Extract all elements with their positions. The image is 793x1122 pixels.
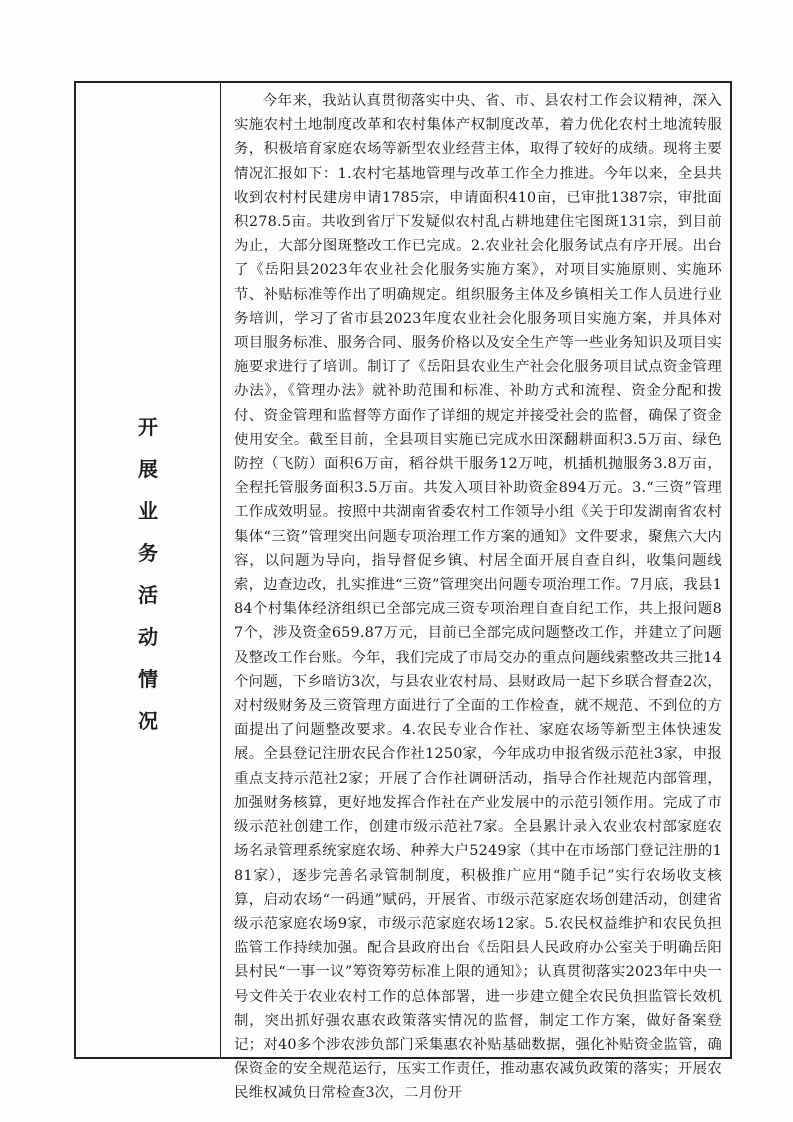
section-content-cell — [234, 89, 722, 1102]
report-table — [74, 81, 732, 1102]
section-label-cell — [76, 83, 220, 1057]
section-label: 开展业务活动情况 — [138, 415, 158, 733]
column-divider — [220, 83, 221, 1057]
report-body-text: 今年来，我站认真贯彻落实中央、省、市、县农村工作会议精神，深入实施农村土地制度改革和农村集体产权制度改革，着力优化农村土地流转服务，积极培育家庭农场等新型农业经营主体，取得了较好的成绩。现将主要情况汇报如下：1.农村宅基地管理与改革工作全力推进。今年以来，全县共收到农村村民建房申请1785宗，申请面积410亩，已审批1387宗，审批面积278.5亩。共收到省厅下发疑似农村乱占耕地建住宅图斑131宗，到目前为止，大部分图斑整改工作已完成。2.农业社会化服务试点有序开展。出台了《岳阳县2023年农业社会化服务实施方案》，对项目实施原则、实施环节、补贴标准等作出了明确规定。组织服务主体及乡镇相关工作人员进行业务培训，学习了省市县2023年度农业社会化服务项目实施方案，并具体对项目服务标准、服务合同、服务价格以及安全生产等一些业务知识及项目实施要求进行了培训。制订了《岳阳县农业生产社会化服务项目试点资金管理办法》，《管理办法》就补助范围和标准、补助方式和流程、资金分配和拨付、资金管理和监督等方面作了详细的规定并接受社会的监督，确保了资金使用安全。截至目前，全县项目实施已完成水田深翻耕面积3.5万亩、绿色防控（飞防）面积6万亩，稻谷烘干服务12万吨，机插机抛服务3.8万亩，全程托管服务面积3.5万亩。共发入项目补助资金894万元。3.“三资”管理工作成效明显。按照中共湖南省委农村工作领导小组《关于印发湖南省农村集体“三资”管理突出问题专项治理工作方案的通知》文件要求，聚焦六大内容，以问题为导向，指导督促乡镇、村居全面开展自查自纠，收集问题线索，边查边改，扎实推进“三资”管理突出问题专项治理工作。7月底，我县184个村集体经济组织已全部完成三资专项治理自查自纪工作，共上报问题87个，涉及资金659.87万元，目前已全部完成问题整改工作，并建立了问题及整改工作台账。今年，我们完成了市局交办的重点问题线索整改共三批14个问题，下乡暗访3次，与县农业农村局、县财政局一起下乡联合督查2次，对村级财务及三资管理方面进行了全面的工作检查，就不规范、不到位的方面提出了问题整改要求。4.农民专业合作社、家庭农场等新型主体快速发展。全县登记注册农民合作社1250家，今年成功申报省级示范社3家，申报重点支持示范社2家；开展了合作社调研活动，指导合作社规范内部管理，加强财务核算，更好地发挥合作社在产业发展中的示范引领作用。完成了市级示范社创建工作，创建市级示范社7家。全县累计录入农业农村部家庭农场名录管理系统家庭农场、种养大户5249家（其中在市场部门登记注册的181家），逐步完善名录管制制度，积极推广应用“随手记”实行农场收支核算，启动农场“一码通”赋码，开展省、市级示范家庭农场创建活动，创建省级示范家庭农场9家，市级示范家庭农场12家。5.农民权益维护和农民负担监管工作持续加强。配合县政府出台《岳阳县人民政府办公室关于明确岳阳县村民“一事一议”筹资筹劳标准上限的通知》；认真贯彻落实2023年中央一号文件关于农业农村工作的总体部署，进一步建立健全农民负担监管长效机制，突出抓好强农惠农政策落实情况的监督，制定工作方案，做好备案登记；对40多个涉农涉负部门采集惠农补贴基础数据，强化补贴资金监管，确保资金的安全规范运行，压实工作责任，推动惠农减负政策的落实；开展农民维权减负日常检查3次，二月份开 — [234, 93, 722, 1102]
